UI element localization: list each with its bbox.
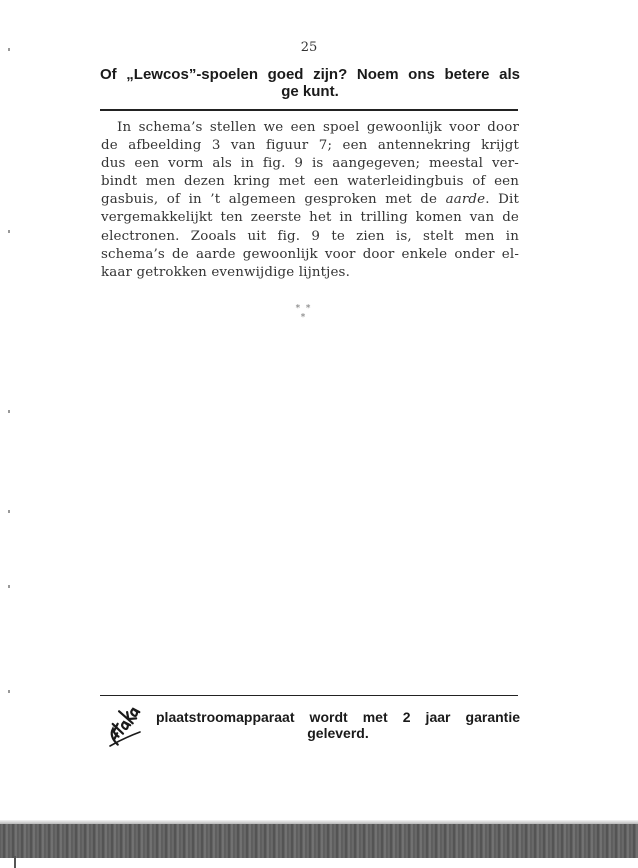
body-line: dus een vorm als in fig. 9 is aangegeven; meestal ver- [101, 156, 519, 172]
asterism-divider [288, 305, 318, 327]
footer-ad-line-2: geleverd. [307, 725, 369, 741]
margin-speck [8, 410, 10, 413]
body-line: electronen. Zooals uit fig. 9 te zien is, stelt men in [101, 228, 519, 244]
asterism-star: * [295, 304, 301, 314]
etaka-logo-icon [100, 702, 148, 752]
header-advertisement [100, 66, 520, 100]
header-divider [100, 109, 518, 111]
scan-corner-mark [14, 856, 16, 868]
body-line: kaar getrokken evenwijdige lijntjes. [101, 264, 350, 280]
margin-speck [8, 510, 10, 513]
margin-speck [8, 230, 10, 233]
scan-shadow-band [0, 824, 638, 858]
header-ad-line-2: ge kunt. [281, 83, 339, 100]
margin-speck [8, 690, 10, 693]
body-line-with-emphasis [101, 191, 519, 209]
margin-speck [8, 585, 10, 588]
asterism-star: * [305, 304, 311, 314]
asterism-star: * [300, 313, 306, 323]
margin-speck [8, 48, 10, 51]
body-line: bindt men dezen kring met een waterleidingbuis of een [101, 174, 519, 190]
body-line: schema’s de aarde gewoonlijk voor door enkele onder el- [101, 246, 519, 262]
footer-ad-text [156, 709, 520, 741]
body-line-part: . Dit [485, 192, 519, 208]
body-line: vergemakkelijkt ten zeerste het in trilling komen van de [101, 210, 519, 226]
header-ad-line-1: Of „Lewcos”-spoelen goed zijn? Noem ons betere als [100, 66, 520, 83]
footer-advertisement [100, 702, 520, 752]
emphasis-aarde: aarde [445, 192, 486, 208]
body-paragraph [101, 119, 519, 282]
footer-divider [100, 695, 518, 696]
footer-ad-line-1: plaatstroomapparaat wordt met 2 jaar garantie [156, 709, 520, 725]
body-line: In schema’s stellen we een spoel gewoonlijk voor door [117, 120, 519, 135]
body-line: de afbeelding 3 van figuur 7; een antennekring krijgt [101, 138, 519, 154]
body-line-part: gasbuis, of in ’t algemeen gesproken met de [101, 192, 438, 208]
page-number: 25 [300, 40, 318, 55]
